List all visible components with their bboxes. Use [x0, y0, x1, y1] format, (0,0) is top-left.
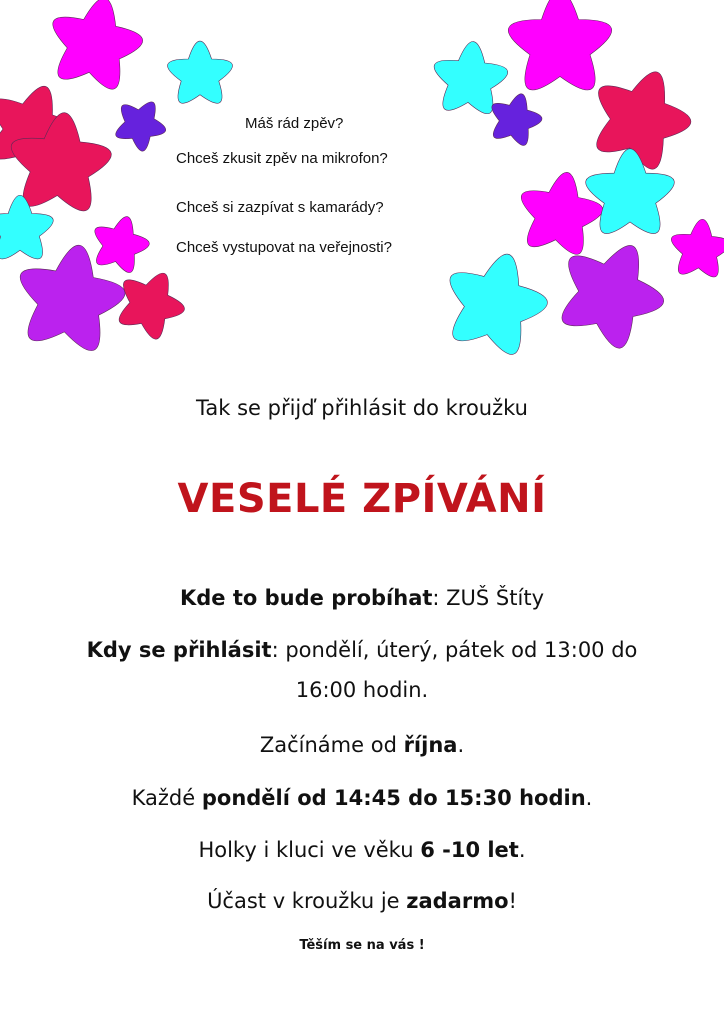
flower-16	[450, 254, 548, 354]
start-post: .	[457, 733, 465, 757]
where-label: Kde to bude probíhat	[180, 586, 433, 610]
question-4: Chceš vystupovat na veřejnosti?	[176, 239, 392, 256]
flower-13	[492, 94, 542, 146]
schedule-post: .	[585, 786, 593, 810]
start-pre: Začínáme od	[259, 733, 404, 757]
schedule-time: pondělí od 14:45 do 15:30 hodin	[201, 786, 586, 810]
age-post: .	[518, 838, 526, 862]
flower-1	[53, 0, 143, 89]
start-month: října	[403, 733, 458, 757]
age-pre: Holky i kluci ve věku	[198, 838, 421, 862]
flower-7	[95, 217, 149, 273]
page-title: VESELÉ ZPÍVÁNÍ	[177, 476, 547, 522]
flower-5	[116, 102, 166, 151]
flower-6	[0, 195, 53, 259]
price-value: zadarmo	[406, 889, 509, 913]
question-1: Máš rád zpěv?	[245, 115, 344, 132]
when-label: Kdy se přihlásit	[86, 638, 272, 662]
intro-text: Tak se přijď přihlásit do kroužku	[196, 396, 528, 420]
flower-18	[671, 219, 724, 277]
schedule-line	[0, 786, 724, 810]
flower-9	[119, 273, 184, 339]
start-line	[0, 733, 724, 757]
flower-2	[168, 41, 233, 103]
question-2: Chceš zkusit zpěv na mikrofon?	[176, 150, 388, 167]
flower-10	[434, 42, 508, 114]
closing-text: Těším se na vás !	[299, 938, 425, 953]
price-post: !	[508, 889, 517, 913]
price-pre: Účast v kroužku je	[207, 889, 407, 913]
where-line	[0, 586, 724, 610]
age-range: 6 -10 let	[420, 838, 519, 862]
age-line	[0, 838, 724, 862]
schedule-pre: Každé	[131, 786, 202, 810]
when-line	[0, 638, 724, 662]
flower-11	[508, 0, 611, 90]
flower-15	[586, 149, 675, 234]
where-value: : ZUŠ Štíty	[432, 586, 544, 610]
flower-12	[597, 72, 691, 169]
when-line-2: 16:00 hodin.	[295, 678, 429, 702]
when-value: : pondělí, úterý, pátek od 13:00 do	[271, 638, 638, 662]
price-line	[0, 889, 724, 913]
flower-17	[562, 245, 664, 348]
question-3: Chceš si zazpívat s kamarády?	[176, 199, 384, 216]
